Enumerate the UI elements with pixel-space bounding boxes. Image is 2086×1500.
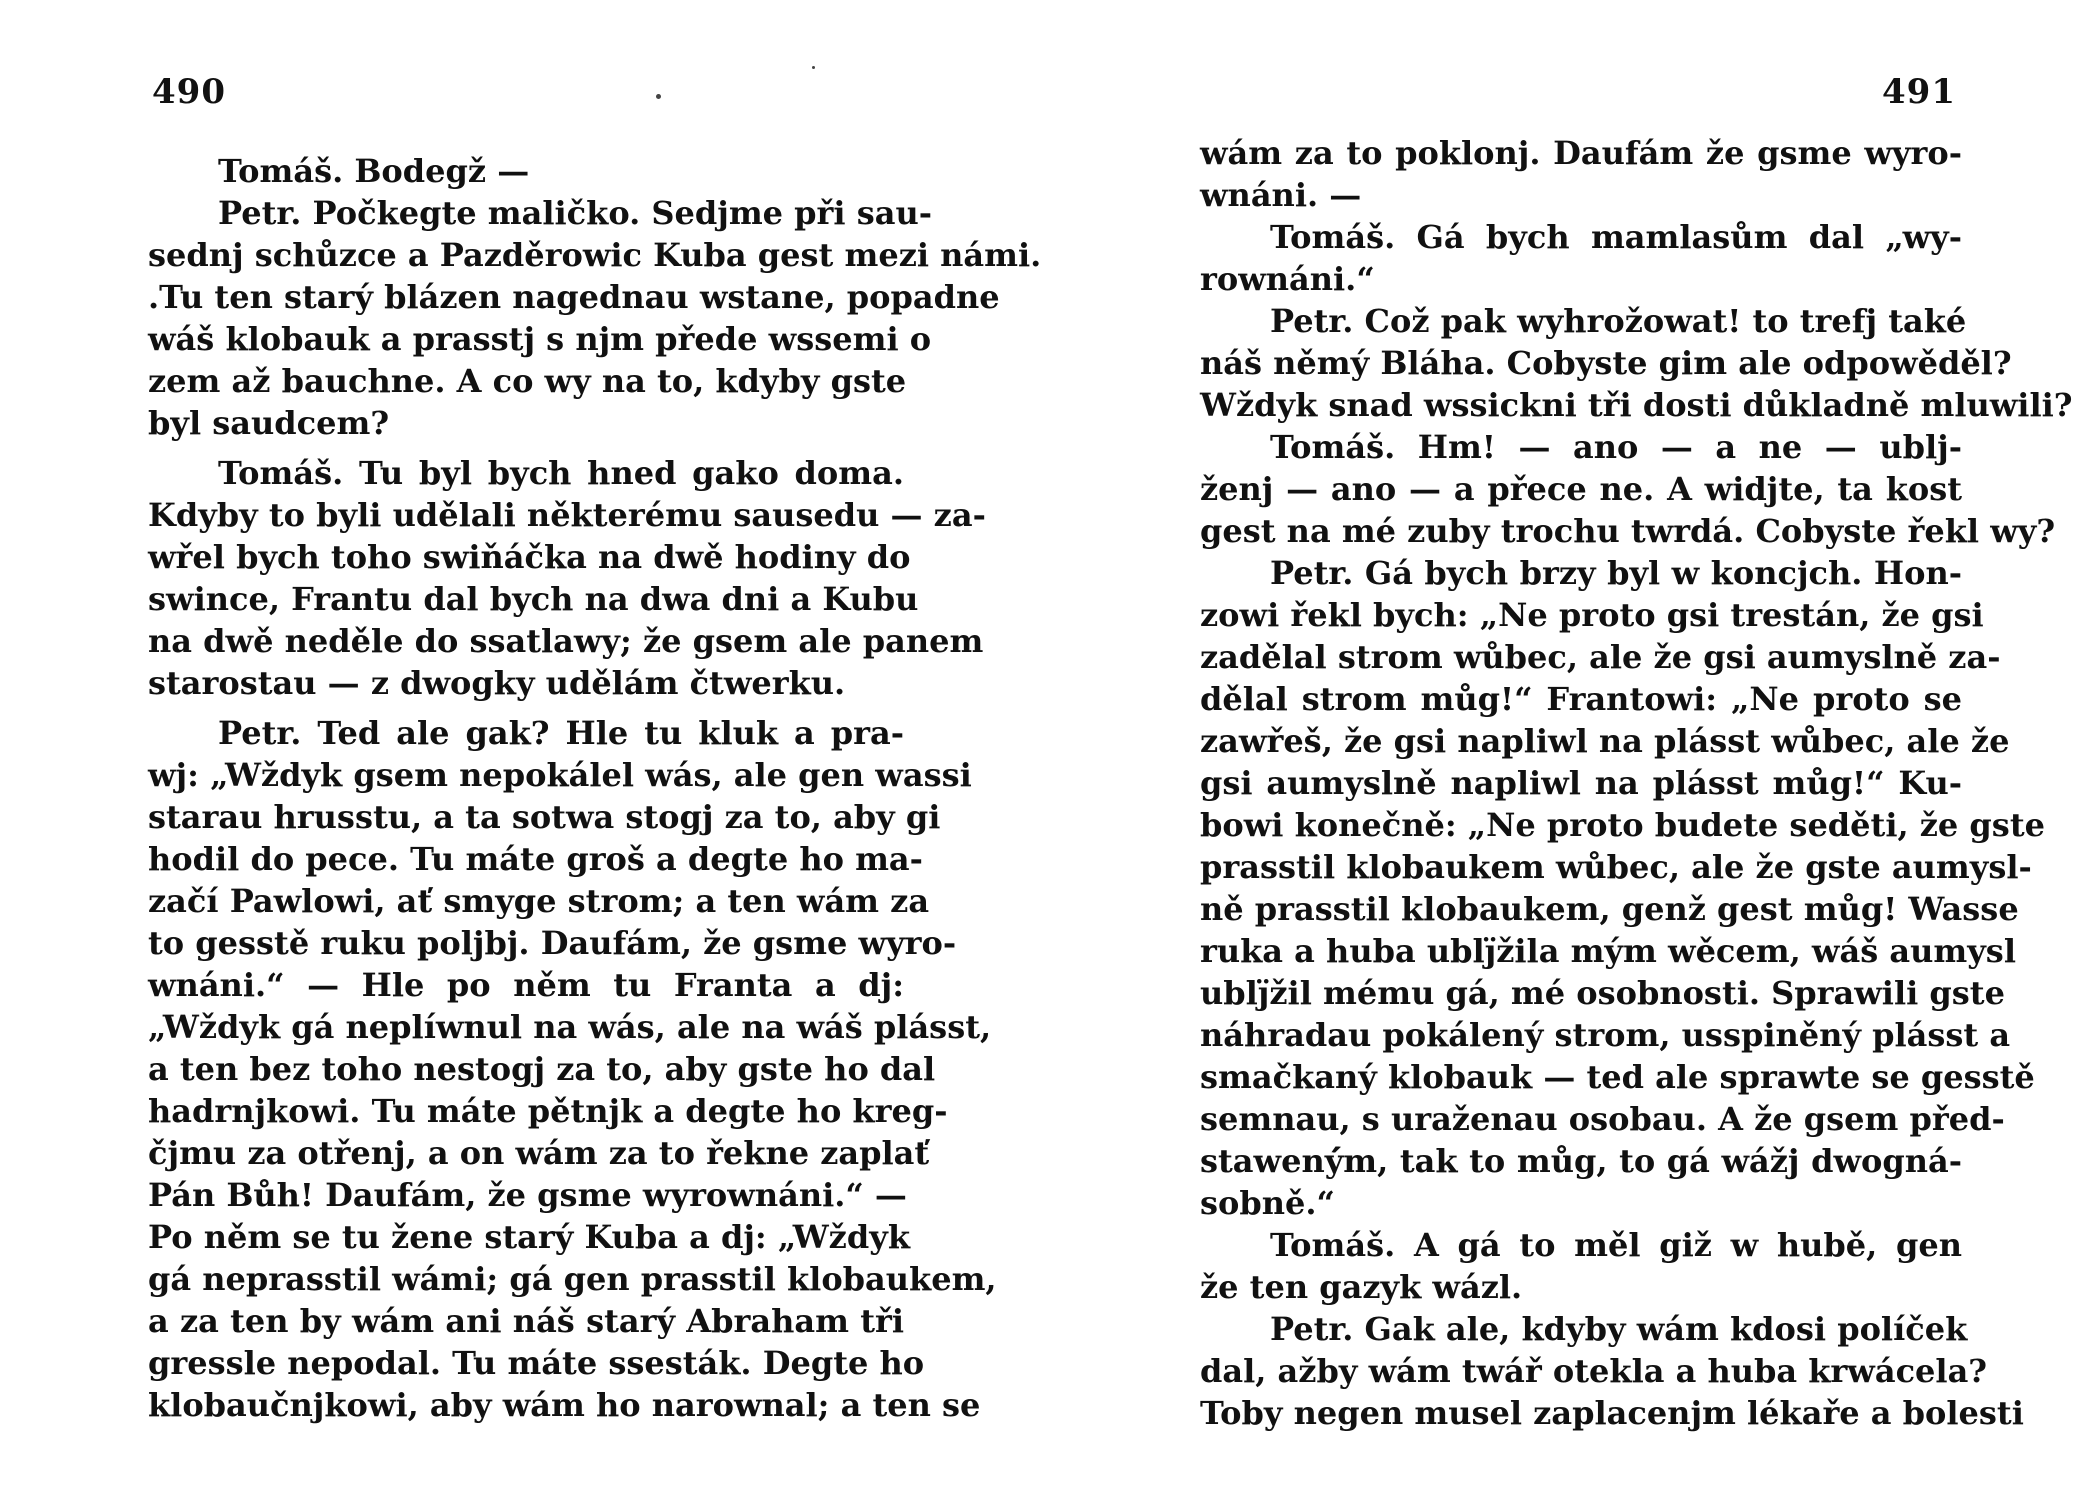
text-line: „Wždyk gá neplíwnul na wás, ale na wáš plásst, [148, 1008, 992, 1046]
page-text [1200, 132, 2073, 1434]
text-line: swince, Frantu dal bych na dwa dni a Kubu [148, 580, 919, 618]
text-line: začí Pawlowi, ať smyge strom; a ten wám za [148, 882, 930, 920]
text-line: gsi aumyslně napliwl na plásst můg!“ Ku- [1200, 764, 1962, 802]
text-line: ruka a huba ublj̈žila mým wěcem, wáš aumysl [1200, 932, 2016, 970]
text-line: na dwě neděle do ssatlawy; že gsem ale panem [148, 622, 984, 660]
text-line: prasstil klobaukem wůbec, ale že gste aumysl- [1200, 848, 2032, 886]
text-line: čjmu za otřenj, a on wám za to řekne zaplať [148, 1134, 930, 1172]
right-page [1043, 0, 2086, 1500]
text-line: sednj schůzce a Pazděrowic Kuba gest mezi námi. [148, 236, 1042, 274]
text-line: gá neprasstil wámi; gá gen prasstil klobaukem, [148, 1260, 997, 1298]
text-line: Petr. Počkegte maličko. Sedjme při sau- [218, 194, 932, 232]
text-line: klobaučnjkowi, aby wám ho narownal; a ten se [148, 1386, 981, 1424]
text-line: Wždyk snad wssickni tři dosti důkladně mluwili? [1200, 386, 2073, 424]
text-line: Tomáš. Gá bych mamlasům dal „wy- [1270, 218, 1962, 256]
text-line: hadrnjkowi. Tu máte pětnjk a degte ho kreg- [148, 1092, 948, 1130]
text-line: wáš klobauk a prasstj s njm přede wssemi o [148, 320, 932, 358]
text-line: sobně.“ [1200, 1184, 1335, 1222]
text-line: zem až bauchne. A co wy na to, kdyby gste [148, 362, 907, 400]
text-line: Petr. Gak ale, kdyby wám kdosi políček [1270, 1310, 1968, 1348]
text-line: Tomáš. Tu byl bych hned gako doma. [218, 454, 904, 492]
text-line: wám za to poklonj. Daufám že gsme wyro- [1200, 134, 1962, 172]
text-line: gressle nepodal. Tu máte ssesták. Degte ho [148, 1344, 925, 1382]
text-line: zowi řekl bych: „Ne proto gsi trestán, že gsi [1200, 596, 1984, 634]
ink-speck [812, 66, 815, 69]
text-line: rownáni.“ [1200, 260, 1375, 298]
gutter-specks [810, 62, 850, 102]
text-line: hodil do pece. Tu máte groš a degte ho ma- [148, 840, 923, 878]
text-line: to gesstě ruku poljbj. Daufám, že gsme wyro- [148, 924, 957, 962]
text-line: ublj̈žil mému gá, mé osobnosti. Sprawili gste [1200, 974, 2005, 1012]
text-line: a za ten by wám ani náš starý Abraham tři [148, 1302, 904, 1340]
page-text [148, 150, 1042, 1426]
text-line: Tomáš. A gá to měl giž w hubě, gen [1270, 1226, 1962, 1264]
text-line: Kdyby to byli udělali některému sausedu — za- [148, 496, 986, 534]
text-line: .Tu ten starý blázen nagednau wstane, popadne [148, 278, 1000, 316]
text-line: Petr. Gá bych brzy byl w koncjch. Hon- [1270, 554, 1962, 592]
text-line: bowi konečně: „Ne proto budete seděti, že gste [1200, 806, 2045, 844]
text-line: wnáni.“ — Hle po něm tu Franta a dj: [148, 966, 904, 1004]
text-line: Tomáš. Hm! — ano — a ne — ublj- [1270, 428, 1962, 466]
text-line: wnáni. — [1200, 176, 1362, 214]
text-line: smačkaný klobauk — ted ale sprawte se gesstě [1200, 1058, 2035, 1096]
text-line: starostau — z dwogky udělám čtwerku. [148, 664, 846, 702]
text-line: Petr. Ted ale gak? Hle tu kluk a pra- [218, 714, 904, 752]
ink-speck [656, 94, 661, 99]
text-line: gest na mé zuby trochu twrdá. Cobyste řekl wy? [1200, 512, 2056, 550]
text-line: Tomáš. Bodegž — [218, 152, 530, 190]
text-line: a ten bez toho nestogj za to, aby gste ho dal [148, 1050, 936, 1088]
page-number: 490 [152, 72, 226, 112]
text-line: Toby negen musel zaplacenjm lékaře a bolesti [1200, 1394, 2024, 1432]
text-line: zadělal strom wůbec, ale že gsi aumyslně za- [1200, 638, 2001, 676]
text-line: ženj — ano — a přece ne. A widjte, ta kost [1200, 470, 1962, 508]
text-line: byl saudcem? [148, 404, 390, 442]
text-line: Petr. Což pak wyhrožowat! to trefj také [1270, 302, 1967, 340]
text-line: stawený́m, tak to můg, to gá wážj dwogná- [1200, 1142, 1962, 1180]
text-line: zawřeš, že gsi napliwl na plásst wůbec, ale že [1200, 722, 2010, 760]
text-line: Po něm se tu žene starý Kuba a dj: „Wždyk [148, 1218, 910, 1256]
text-line: wřel bych toho swiňáčka na dwě hodiny do [148, 538, 911, 576]
page-number: 491 [1882, 72, 1956, 112]
text-line: wj: „Wždyk gsem nepokálel wás, ale gen wassi [148, 756, 972, 794]
text-line: Pán Bůh! Daufám, že gsme wyrownáni.“ — [148, 1176, 907, 1214]
text-line: ně prasstil klobaukem, genž gest můg! Wasse [1200, 890, 2019, 928]
text-line: náhradau pokálený strom, usspiněný plásst a [1200, 1016, 2011, 1054]
text-line: náš němý Bláha. Cobyste gim ale odpowěděl? [1200, 344, 2012, 382]
text-line: že ten gazyk wázl. [1200, 1268, 1523, 1306]
text-line: dělal strom můg!“ Frantowi: „Ne proto se [1200, 680, 1962, 718]
text-line: semnau, s uraženau osobau. A že gsem před- [1200, 1100, 2005, 1138]
text-line: starau hrusstu, a ta sotwa stogj za to, aby gi [148, 798, 941, 836]
text-line: dal, ažby wám twář otekla a huba krwácela? [1200, 1352, 1988, 1390]
